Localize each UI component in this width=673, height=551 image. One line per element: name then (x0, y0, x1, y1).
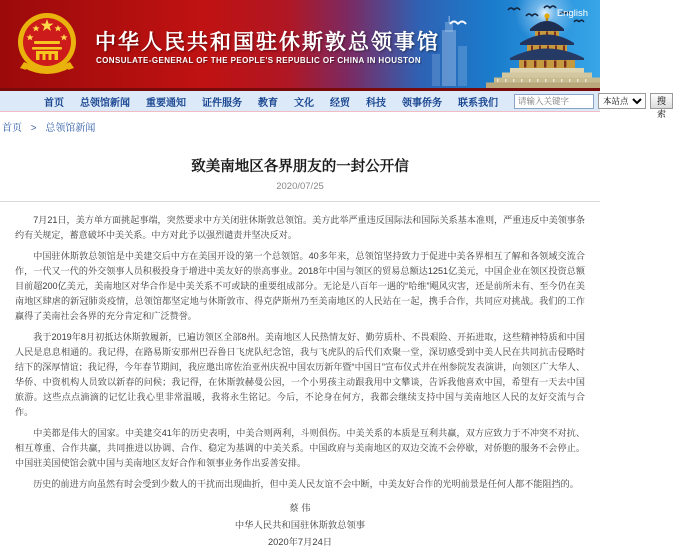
nav-item-home[interactable]: 首页 (44, 97, 64, 109)
nav-item-science-tech[interactable]: 科技 (366, 97, 386, 109)
nav-item-culture[interactable]: 文化 (294, 97, 314, 109)
nav-item-consular-affairs[interactable]: 领事侨务 (402, 97, 442, 109)
site-title: 中华人民共和国驻休斯敦总领事馆 (95, 31, 440, 54)
breadcrumb-separator-icon: > (30, 123, 37, 134)
nav-item-economy-trade[interactable]: 经贸 (330, 97, 350, 109)
article-date: 2020/07/25 (276, 181, 324, 192)
signature-block (15, 500, 585, 551)
breadcrumb-home[interactable]: 首页 (2, 123, 22, 134)
national-emblem-icon (16, 6, 78, 89)
article-paragraph: 历史的前进方向虽然有时会受到少数人的干扰而出现曲折，但中美人民友谊不会中断，中美友好合作的光明前景是任何人都不能阻挡的。 (33, 479, 579, 489)
nav-item-notices[interactable]: 重要通知 (146, 97, 186, 109)
english-link[interactable]: English (556, 8, 588, 19)
search-input[interactable] (514, 94, 594, 109)
main-nav (0, 91, 667, 119)
signature-date: 2020年7月24日 (267, 537, 333, 547)
signature-title: 中华人民共和国驻休斯敦总领事 (234, 520, 366, 530)
nav-item-document-services[interactable]: 证件服务 (202, 97, 242, 109)
page-title: 致美南地区各界朋友的一封公开信 (191, 159, 409, 175)
search-scope-select[interactable] (598, 93, 646, 109)
nav-item-contact-us[interactable]: 联系我们 (458, 97, 498, 109)
article-paragraph: 中美都是伟大的国家。中美建交41年的历史表明，中美合则两利，斗则俱伤。中美关系的本质是互利共赢，双方应致力于不冲突不对抗、相互尊重、合作共赢，共同推进以协调、合作、稳定为基调的中美关系。中国政府与美南地区的双边交流不会停歇，对侨胞的服务不会停止。中国驻美国使馆会就中国与美南地区友好合作和领事业务作出妥善安排。 (15, 428, 585, 468)
signature-name: 蔡 伟 (289, 503, 311, 513)
nav-item-education[interactable]: 教育 (258, 97, 278, 109)
nav-item-consulate-news[interactable]: 总领馆新闻 (80, 97, 130, 109)
article-paragraph: 我于2019年8月初抵达休斯敦履新，已遍访领区全部8州。美南地区人民热情友好、勤劳质朴、不畏艰险、开拓进取，这些精神特质和中国人民是息息相通的。我记得，在路易斯安那州巴吞鲁日飞虎队纪念馆，我与飞虎队的后代们欢聚一堂，深切感受到中美人民在共同抗击侵略时结下的深厚情谊；我记得，今年春节期间，我应邀出席佐治亚州庆祝中国农历新年暨“中国日”宣布仪式并在州参院发表演讲，向领区广大华人、华侨、中资机构人员致以新春的问候；我记得，在休斯敦赫曼公园，一个小男孩主动跟我用中文攀谈，告诉我他喜欢中国，希望有一天去中国旅游。这些点点滴滴的记忆让我心里非常温暖，我将永生铭记。今后，不论身在何方，我都会继续支持中国与美南地区人民的友好交流与合作。 (15, 332, 585, 417)
site-subtitle: CONSULATE-GENERAL OF THE PEOPLE'S REPUBLIC OF CHINA IN HOUSTON (96, 56, 422, 65)
header-banner (0, 0, 600, 88)
search-bar (514, 93, 673, 119)
breadcrumb-consulate-news[interactable]: 总领馆新闻 (45, 123, 96, 134)
article-body (0, 202, 600, 551)
search-button[interactable]: 搜索 (650, 93, 673, 109)
temple-of-heaven-icon (470, 8, 600, 93)
breadcrumb (0, 112, 600, 140)
article-paragraph: 中国驻休斯敦总领馆是中美建交后中方在美国开设的第一个总领馆。40多年来，总领馆坚持致力于促进中美各界相互了解和各领域交流合作，一代又一代的外交领事人员积极投身于增进中美友好的崇高事业。2018年中国与领区的贸易总额达1251亿美元，中国企业在领区投资总额目前超200亿美元，美南地区对华合作是中美关系不可或缺的重要组成部分。无论是八百年一遇的“哈维”飓风灾害，还是前所未有、至今仍在美南地区肆虐的新冠肺炎疫情，总领馆都坚定地与休斯敦市、得克萨斯州乃至美南地区的人民站在一起，携手合作，共同应对挑战。我们的工作赢得了美南社会各界的充分肯定和广泛赞誉。 (15, 251, 585, 321)
article-paragraph: 7月21日，美方单方面挑起事端，突然要求中方关闭驻休斯敦总领馆。美方此举严重违反国际法和国际关系基本准则，严重违反中美领事条约有关规定，蓄意破坏中美关系。中方对此予以强烈谴责并坚决反对。 (15, 215, 585, 240)
